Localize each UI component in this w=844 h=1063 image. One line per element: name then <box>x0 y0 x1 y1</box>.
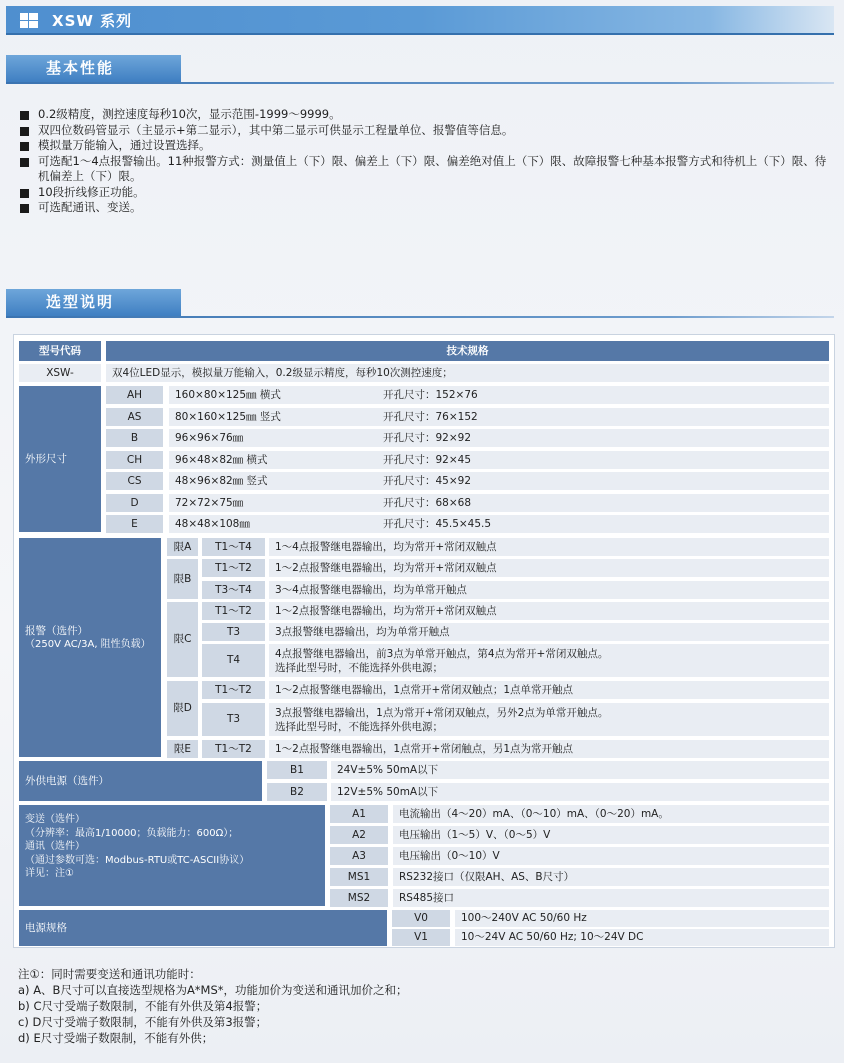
power-spec-desc: 10～24V AC 50/60 Hz; 10～24V DC <box>455 929 829 946</box>
alarm-desc: 1～2点报警继电器输出，均为常开+常闭双触点 <box>269 602 829 620</box>
transmit-code: MS2 <box>330 889 388 907</box>
power-spec-code: V0 <box>392 910 450 927</box>
size-code: D <box>106 494 163 512</box>
transmit-desc: RS232接口（仅限AH、AS、B尺寸） <box>393 868 829 886</box>
note-line: a) A、B尺寸可以直接选型规格为A*MS*，功能加价为变送和通讯加价之和； <box>18 983 408 997</box>
selection-table <box>13 334 835 948</box>
power-out-desc: 24V±5% 50mA以下 <box>331 761 829 779</box>
model-desc: 双4位LED显示，模拟量万能输入，0.2级显示精度，每秒10次测控速度； <box>106 364 829 382</box>
size-cutout: 开孔尺寸：45×92 <box>377 472 829 490</box>
alarm-code: T1～T2 <box>202 681 265 699</box>
transmit-desc: 电压输出（0～10）V <box>393 847 829 865</box>
size-dim: 48×96×82㎜ 竖式 <box>169 472 377 490</box>
alarm-desc-line: 选择此型号时，不能选择外供电源； <box>275 662 443 674</box>
feature-list <box>18 107 833 216</box>
bullet-square-icon <box>20 142 29 151</box>
windows-logo-icon <box>20 13 38 28</box>
alarm-desc: 3点报警继电器输出，均为单常开触点 <box>269 623 829 641</box>
size-code: E <box>106 515 163 533</box>
bullet-square-icon <box>20 158 29 167</box>
bullet-square-icon <box>20 111 29 120</box>
alarm-group-d: 限D <box>167 681 198 736</box>
model-code: XSW- <box>19 364 101 382</box>
size-cutout: 开孔尺寸：92×45 <box>377 451 829 469</box>
section-basic-header <box>6 55 834 84</box>
feature-item: 10段折线修正功能。 <box>18 185 833 201</box>
alarm-desc: 3～4点报警继电器输出，均为单常开触点 <box>269 581 829 599</box>
power-out-label: 外供电源（选件） <box>19 761 262 801</box>
note-line: c) D尺寸受端子数限制，不能有外供及第3报警； <box>18 1015 268 1029</box>
alarm-code: T1～T4 <box>202 538 265 556</box>
size-dim: 96×48×82㎜ 横式 <box>169 451 377 469</box>
size-dim: 72×72×75㎜ <box>169 494 377 512</box>
series-title: XSW 系列 <box>52 12 133 30</box>
header-spec: 技术规格 <box>106 341 829 361</box>
divider <box>6 82 834 84</box>
alarm-desc: 1～2点报警继电器输出，1点常开+常闭触点，另1点为常开触点 <box>269 740 829 758</box>
power-spec-desc: 100～240V AC 50/60 Hz <box>455 910 829 927</box>
size-label: 外形尺寸 <box>19 386 101 532</box>
alarm-code: T1～T2 <box>202 559 265 577</box>
size-cutout: 开孔尺寸：92×92 <box>377 429 829 447</box>
comm-title: 通讯（选件） <box>25 841 85 852</box>
alarm-desc <box>269 644 829 677</box>
transmit-note: （分辨率：最高1/10000；负载能力：600Ω）； <box>25 827 239 839</box>
transmit-desc: RS485接口 <box>393 889 829 907</box>
size-code: AH <box>106 386 163 404</box>
alarm-desc-line: 4点报警继电器输出，前3点为单常开触点，第4点为常开+常闭双触点。 <box>275 648 609 660</box>
size-dim: 80×160×125㎜ 竖式 <box>169 408 377 426</box>
power-out-desc: 12V±5% 50mA以下 <box>331 783 829 801</box>
size-cutout: 开孔尺寸：45.5×45.5 <box>377 515 829 533</box>
alarm-group-a: 限A <box>167 538 198 556</box>
size-code: CS <box>106 472 163 490</box>
header-code: 型号代码 <box>19 341 101 361</box>
alarm-group-b: 限B <box>167 559 198 599</box>
alarm-subtitle: （250V AC/3A, 阻性负载） <box>25 639 151 650</box>
alarm-desc: 1～4点报警继电器输出，均为常开+常闭双触点 <box>269 538 829 556</box>
size-code: B <box>106 429 163 447</box>
size-cutout: 开孔尺寸：68×68 <box>377 494 829 512</box>
transmit-code: A2 <box>330 826 388 844</box>
alarm-code: T3 <box>202 703 265 736</box>
power-out-code: B2 <box>267 783 327 801</box>
transmit-ref: 详见：注① <box>25 868 74 879</box>
section-selection-header <box>6 289 834 318</box>
feature-item: 双四位数码管显示（主显示+第二显示），其中第二显示可供显示工程量单位、报警值等信息。 <box>18 123 833 139</box>
feature-item: 0.2级精度，测控速度每秒10次，显示范围-1999～9999。 <box>18 107 833 123</box>
series-banner <box>6 6 834 35</box>
notes <box>18 966 833 1046</box>
note-line: d) E尺寸受端子数限制，不能有外供； <box>18 1031 214 1045</box>
size-dim: 160×80×125㎜ 横式 <box>169 386 377 404</box>
alarm-desc-line: 3点报警继电器输出，1点为常开+常闭双触点，另外2点为单常开触点。 <box>275 707 609 719</box>
alarm-code: T1～T2 <box>202 740 265 758</box>
alarm-desc: 1～2点报警继电器输出，均为常开+常闭双触点 <box>269 559 829 577</box>
feature-item: 可选配1～4点报警输出。11种报警方式：测量值上（下）限、偏差上（下）限、偏差绝对值上（下）限、故障报警七种基本报警方式和待机上（下）限、待机偏差上（下）限。 <box>18 154 833 185</box>
alarm-group-e: 限E <box>167 740 198 758</box>
transmit-code: MS1 <box>330 868 388 886</box>
note-line: 注①：同时需要变送和通讯功能时： <box>18 967 201 981</box>
size-dim: 48×48×108㎜ <box>169 515 377 533</box>
alarm-label <box>19 538 161 757</box>
feature-item: 可选配通讯、变送。 <box>18 200 833 216</box>
alarm-code: T4 <box>202 644 265 677</box>
alarm-code: T3 <box>202 623 265 641</box>
power-out-code: B1 <box>267 761 327 779</box>
transmit-title: 变送（选件） <box>25 814 85 825</box>
alarm-code: T1～T2 <box>202 602 265 620</box>
size-code: AS <box>106 408 163 426</box>
alarm-desc: 1～2点报警继电器输出，1点常开+常闭双触点；1点单常开触点 <box>269 681 829 699</box>
transmit-desc: 电流输出（4～20）mA、（0～10）mA、（0～20）mA。 <box>393 805 829 823</box>
power-spec-code: V1 <box>392 929 450 946</box>
bullet-square-icon <box>20 189 29 198</box>
comm-note: （通过参数可选：Modbus-RTU或TC-ASCII协议） <box>25 854 250 866</box>
feature-item: 模拟量万能输入，通过设置选择。 <box>18 138 833 154</box>
alarm-code: T3～T4 <box>202 581 265 599</box>
size-dim: 96×96×76㎜ <box>169 429 377 447</box>
bullet-square-icon <box>20 204 29 213</box>
alarm-group-c: 限C <box>167 602 198 677</box>
alarm-desc <box>269 703 829 736</box>
transmit-code: A1 <box>330 805 388 823</box>
bullet-square-icon <box>20 127 29 136</box>
power-spec-label: 电源规格 <box>19 910 387 946</box>
alarm-desc-line: 选择此型号时，不能选择外供电源； <box>275 721 443 733</box>
divider <box>6 316 834 318</box>
transmit-desc: 电压输出（1～5）V、（0～5）V <box>393 826 829 844</box>
size-code: CH <box>106 451 163 469</box>
alarm-title: 报警（选件） <box>25 625 88 637</box>
note-line: b) C尺寸受端子数限制，不能有外供及第4报警； <box>18 999 268 1013</box>
section-selection-title: 选型说明 <box>6 289 181 316</box>
size-cutout: 开孔尺寸：152×76 <box>377 386 829 404</box>
transmit-code: A3 <box>330 847 388 865</box>
section-basic-title: 基本性能 <box>6 55 181 82</box>
transmit-label <box>19 805 325 906</box>
size-cutout: 开孔尺寸：76×152 <box>377 408 829 426</box>
